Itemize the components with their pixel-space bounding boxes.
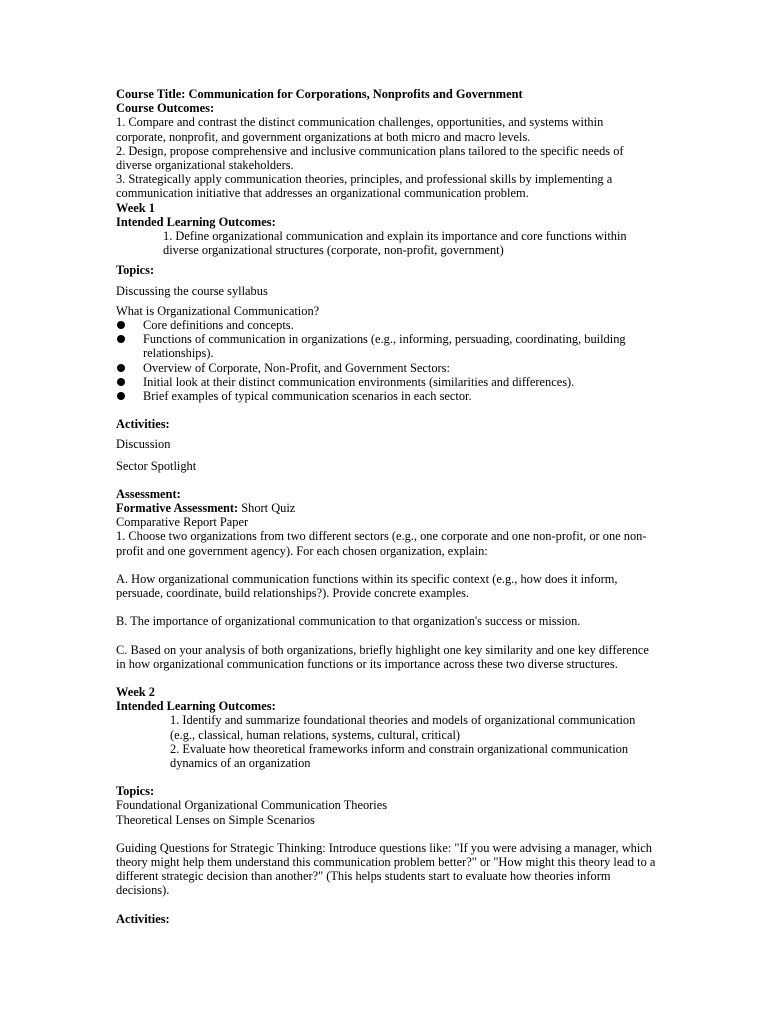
week2-ilo-heading: Intended Learning Outcomes: [116,699,276,714]
week1-report-instruction: 1. Choose two organizations from two different sectors (e.g., one corporate and one non-profit, or one non-profit and one government agency). For each chosen organization, explain: [116,529,647,558]
bullet-item: Initial look at their distinct communication environments (similarities and differences). [116,375,656,389]
bullet-icon [117,364,125,372]
week1-activity: Discussion [116,437,171,452]
week1-topic-bullets [116,318,656,403]
week1-formative-assessment [116,501,656,515]
week2-topics-heading: Topics: [116,784,155,799]
week2-topic: Theoretical Lenses on Simple Scenarios [116,812,315,827]
course-title-text: Communication for Corporations, Nonprofits and Government [188,87,523,101]
formative-value: Short Quiz [238,501,296,516]
week1-ilo-item: 1. Define organizational communication and explain its importance and core functions within diverse organizational structures (corporate, non-profit, government) [163,229,627,258]
week1-activities-heading: Activities: [116,417,170,432]
bullet-item: Overview of Corporate, Non-Profit, and Government Sectors: [116,361,656,375]
week1-heading: Week 1 [116,200,155,215]
course-outcome-item: 2. Design, propose comprehensive and inclusive communication plans tailored to the specific needs of diverse organizational stakeholders. [116,143,624,173]
course-outcome-item: 3. Strategically apply communication theories, principles, and professional skills by implementing a communication initiative that addresses an organizational communication problem. [116,172,613,201]
bullet-icon [117,378,125,386]
week2-topic: Foundational Organizational Communication Theories [116,798,388,813]
week1-report-part-a: A. How organizational communication functions within its specific context (e.g., how does it inform, persuade, coordinate, build relationships?). Provide concrete examples. [116,571,618,601]
bullet-icon [117,321,125,329]
week1-topic: What is Organizational Communication? [116,303,320,318]
week2-activities-heading: Activities: [116,911,170,926]
week2-ilo-item: 2. Evaluate how theoretical frameworks inform and constrain organizational communication dynamics of an organization [170,741,629,770]
week2-guiding-questions: Guiding Questions for Strategic Thinking: Introduce questions like: "If you were advising a manager, which theory might help them understand this communication problem better?" or "How might this theory lead to a different strategic decision than another?" (This helps students start to evaluate how theories inform decisions). [116,840,656,898]
bullet-icon [117,335,125,343]
week1-ilo-heading: Intended Learning Outcomes: [116,214,276,229]
week1-report-part-c: C. Based on your analysis of both organizations, briefly highlight one key similarity and one key difference in how organizational communication functions or its importance across these two diverse structures. [116,642,649,671]
bullet-item: Brief examples of typical communication scenarios in each sector. [116,389,656,403]
week1-assessment-heading: Assessment: [116,486,181,501]
document-body [116,87,656,926]
bullet-item: Core definitions and concepts. [116,318,656,332]
week1-activity: Sector Spotlight [116,458,197,473]
bullet-icon [117,392,125,400]
formative-label: Formative Assessment: [116,501,239,516]
week2-ilo-item: 1. Identify and summarize foundational theories and models of organizational communication (e.g., classical, human relations, systems, cultural, critical) [170,713,636,742]
course-outcomes-heading: Course Outcomes: [116,101,215,116]
week1-topic: Discussing the course syllabus [116,283,268,298]
week2-heading: Week 2 [116,684,155,699]
course-title-label: Course Title: [116,87,186,101]
week1-topics-heading: Topics: [116,263,155,278]
course-outcome-item: 1. Compare and contrast the distinct communication challenges, opportunities, and systems within corporate, nonprofit, and government organizations at both micro and macro levels. [116,115,604,144]
bullet-item: Functions of communication in organizations (e.g., informing, persuading, coordinating, building relationships). [116,332,656,360]
week1-report-title: Comparative Report Paper [116,515,249,530]
course-title [116,87,656,101]
week1-report-part-b: B. The importance of organizational communication to that organization's success or mission. [116,614,581,629]
